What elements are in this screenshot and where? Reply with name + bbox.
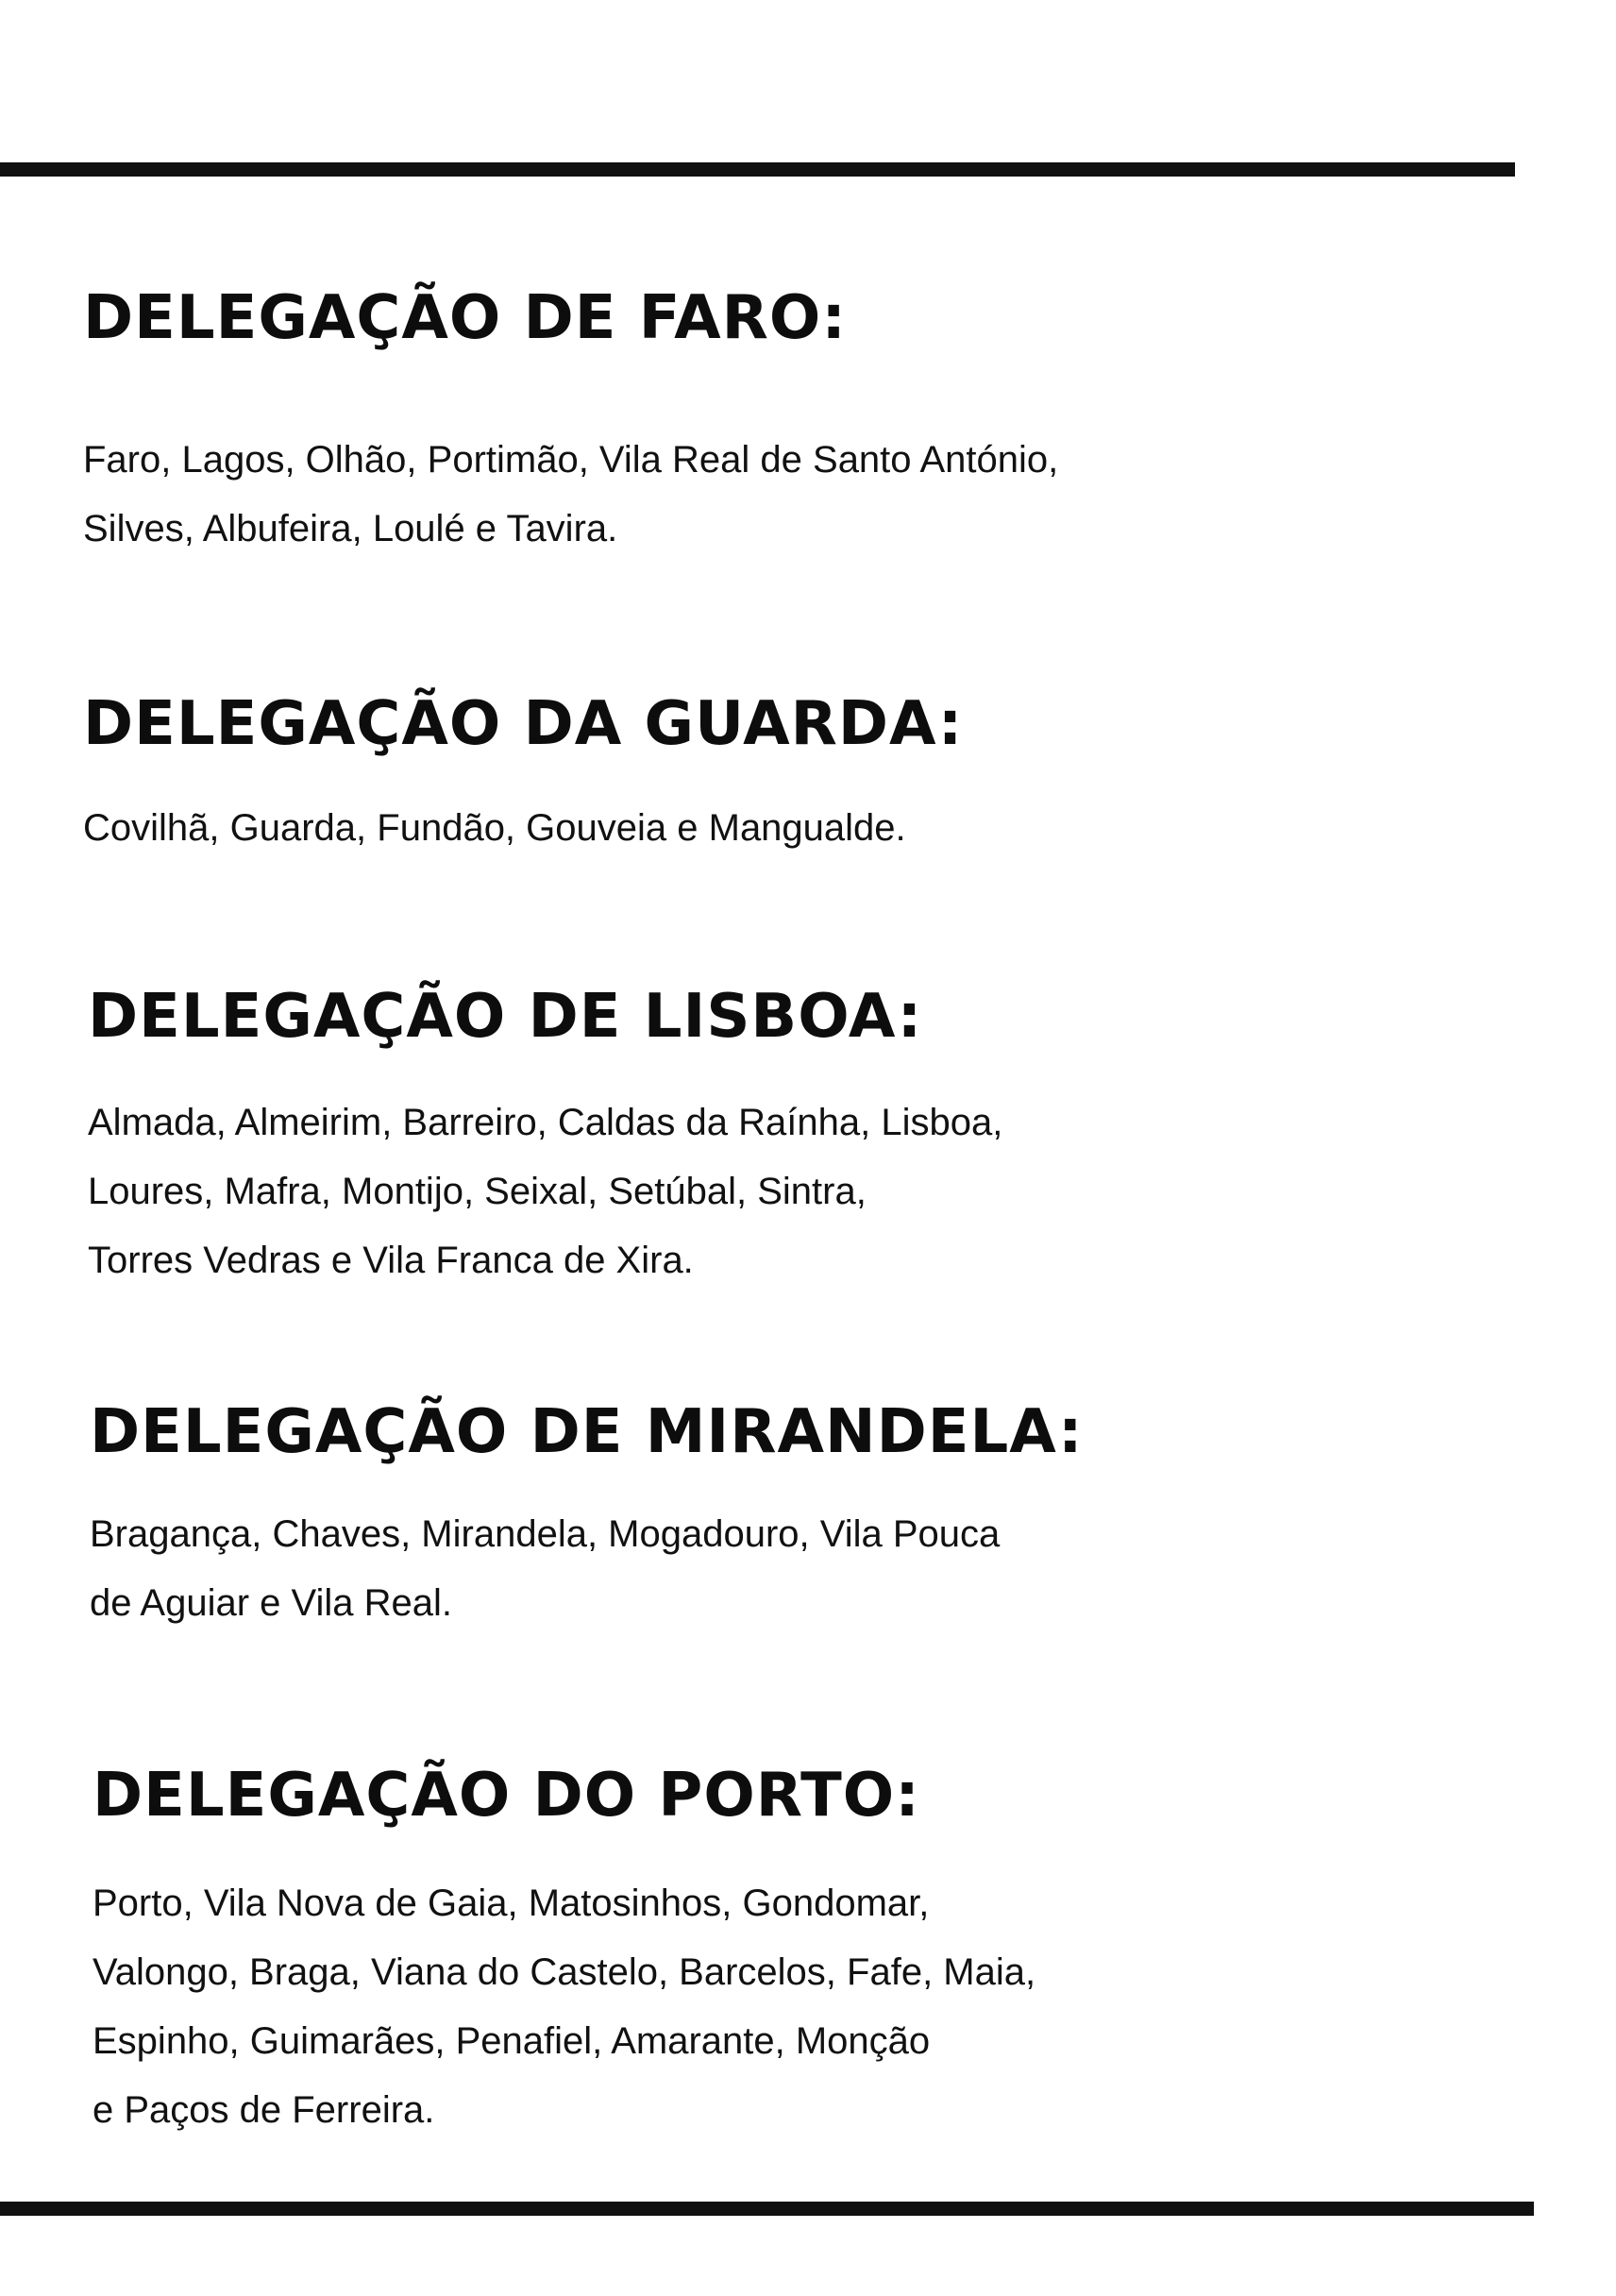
body-line: Torres Vedras e Vila Franca de Xira.: [88, 1240, 694, 1281]
body-line: Covilhã, Guarda, Fundão, Gouveia e Mangualde.: [83, 807, 906, 849]
body-line: e Paços de Ferreira.: [93, 2089, 435, 2131]
section-body-guarda: [83, 794, 1461, 863]
body-line: Almada, Almeirim, Barreiro, Caldas da Raínha, Lisboa,: [88, 1102, 1003, 1143]
section-guarda: [83, 689, 1461, 863]
section-lisboa: [88, 982, 1466, 1295]
top-rule: [0, 162, 1515, 177]
section-body-faro: [83, 426, 1461, 564]
body-line: Silves, Albufeira, Loulé e Tavira.: [83, 508, 618, 549]
body-line: Espinho, Guimarães, Penafiel, Amarante, Monção: [93, 2020, 931, 2062]
body-line: Valongo, Braga, Viana do Castelo, Barcelos, Fafe, Maia,: [93, 1951, 1036, 1993]
section-porto: [93, 1761, 1471, 2145]
section-title-mirandela: DELEGAÇÃO DE MIRANDELA:: [90, 1397, 1084, 1467]
bottom-rule: [0, 2202, 1534, 2216]
section-title-faro: DELEGAÇÃO DE FARO:: [83, 283, 847, 353]
section-body-lisboa: [88, 1089, 1466, 1295]
body-line: Faro, Lagos, Olhão, Portimão, Vila Real de Santo António,: [83, 439, 1059, 481]
body-line: de Aguiar e Vila Real.: [90, 1582, 452, 1624]
body-line: Loures, Mafra, Montijo, Seixal, Setúbal, Sintra,: [88, 1171, 867, 1212]
body-line: Porto, Vila Nova de Gaia, Matosinhos, Gondomar,: [93, 1882, 930, 1924]
section-faro: [83, 283, 1461, 564]
section-title-lisboa: DELEGAÇÃO DE LISBOA:: [88, 982, 923, 1052]
section-body-mirandela: [90, 1500, 1468, 1638]
section-mirandela: [90, 1397, 1468, 1638]
section-body-porto: [93, 1869, 1471, 2145]
body-line: Bragança, Chaves, Mirandela, Mogadouro, Vila Pouca: [90, 1513, 1001, 1555]
section-title-guarda: DELEGAÇÃO DA GUARDA:: [83, 689, 964, 759]
section-title-porto: DELEGAÇÃO DO PORTO:: [93, 1761, 920, 1831]
